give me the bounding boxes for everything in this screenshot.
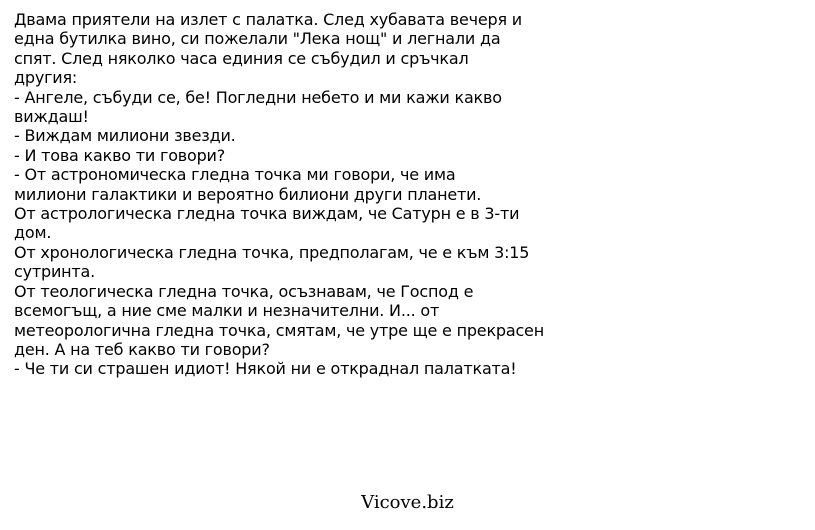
joke-line: От теологическа гледна точка, осъзнавам, че Господ е [14,281,474,301]
site-watermark: Vicove.biz [361,492,454,513]
joke-line: всемогъщ, а ние сме малки и незначителни. И... от [14,301,440,321]
joke-line: една бутилка вино, си пожелали "Лека нощ" и легнали да [14,29,501,49]
joke-line: - Ангеле, събуди се, бе! Погледни небето и ми кажи какво [14,87,502,107]
joke-line: виждаш! [14,107,89,127]
joke-line: дом. [14,223,52,243]
joke-line: другия: [14,68,78,88]
joke-line: сутринта. [14,262,96,282]
joke-line: - Виждам милиони звезди. [14,126,236,146]
joke-line: - И това какво ти говори? [14,145,226,165]
joke-line: Двама приятели на излет с палатка. След хубавата вечеря и [14,10,522,29]
joke-line: ден. А на теб какво ти говори? [14,339,270,359]
joke-line: метеорологична гледна точка, смятам, че утре ще е прекрасен [14,320,544,340]
joke-line: - Че ти си страшен идиот! Някой ни е откраднал палатката! [14,359,517,379]
joke-line: спят. След няколко часа единия се събудил и сръчкал [14,48,469,68]
joke-text [14,10,589,379]
joke-line: От астрологическа гледна точка виждам, че Сатурн е в 3-ти [14,204,520,224]
joke-line: милиони галактики и вероятно билиони други планети. [14,184,482,204]
joke-line: От хронологическа гледна точка, предполагам, че е към 3:15 [14,242,530,262]
joke-line: - От астрономическа гледна точка ми говори, че има [14,165,456,185]
